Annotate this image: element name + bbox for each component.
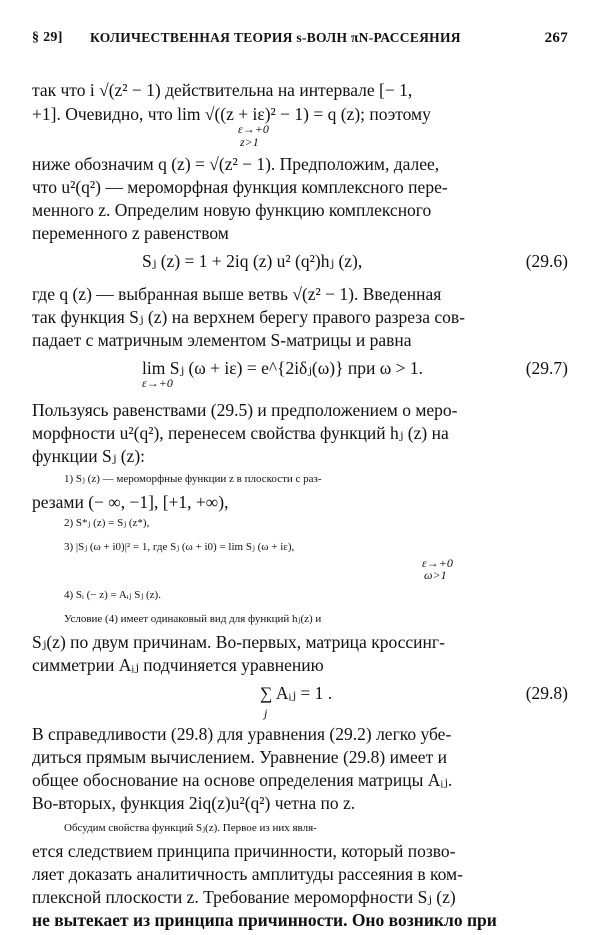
text-line: функции Sⱼ (z): [32, 446, 146, 466]
list-item: 3) |Sⱼ (ω + i0)|² = 1, где Sⱼ (ω + i0) = lim Sⱼ (ω + iε), [64, 541, 295, 553]
equation-body: lim Sⱼ (ω + iε) = e^{2iδⱼ(ω)} при ω > 1. [142, 358, 423, 378]
limit-subscript: ε→+0 [422, 556, 453, 570]
text-line: Sⱼ(z) по двум причинам. Во-первых, матрица кроссинг- [32, 632, 445, 652]
page-number: 267 [544, 30, 568, 46]
text-line: симметрии Aᵢⱼ подчиняется уравнению [32, 655, 324, 675]
equation-number: (29.8) [525, 683, 568, 703]
sum-index: j [264, 706, 268, 720]
text-line: +1]. Очевидно, что lim √((z + iε)² − 1) = q (z); поэтому [32, 104, 431, 124]
text-line: В справедливости (29.8) для уравнения (29.2) легко убе- [32, 724, 452, 744]
text-line: ляет доказать аналитичность амплитуды рассеяния в ком- [32, 864, 463, 884]
limit-subscript: ε→+0 [142, 376, 173, 390]
text-line: общее обоснование на основе определения матрицы Aᵢⱼ. [32, 770, 453, 790]
running-header [32, 30, 568, 52]
equation-body: ∑ Aᵢⱼ = 1 . [260, 683, 333, 703]
text-line: Условие (4) имеет одинаковый вид для функций hⱼ(z) и [64, 613, 322, 625]
text-line: не вытекает из принципа причинности. Оно возникло при [32, 910, 497, 930]
limit-subscript: ω>1 [424, 568, 447, 582]
text-line: морфности u²(q²), перенесем свойства функций hⱼ (z) на [32, 423, 449, 443]
text-line: переменного z равенством [32, 223, 229, 243]
list-item: 1) Sⱼ (z) — мероморфные функции z в плоскости с раз- [64, 473, 322, 485]
list-item: 4) Sᵢ (− z) = Aᵢⱼ Sⱼ (z). [64, 589, 161, 601]
text-line: где q (z) — выбранная выше ветвь √(z² − 1). Введенная [32, 284, 442, 304]
text-line: плексной плоскости z. Требование мероморфности Sⱼ (z) [32, 887, 456, 907]
text-line: так функция Sⱼ (z) на верхнем берегу правого разреза сов- [32, 307, 465, 327]
equation-body: Sⱼ (z) = 1 + 2iq (z) u² (q²)hⱼ (z), [142, 251, 363, 271]
text-line: так что i √(z² − 1) действительна на интервале [− 1, [32, 80, 413, 100]
text-line: ниже обозначим q (z) = √(z² − 1). Предположим, далее, [32, 154, 440, 174]
text-line: резами (− ∞, −1], [+1, +∞), [32, 492, 229, 512]
section-label: § 29] [32, 30, 63, 45]
text-line: Пользуясь равенствами (29.5) и предположением о меро- [32, 400, 458, 420]
chapter-title: КОЛИЧЕСТВЕННАЯ ТЕОРИЯ s-ВОЛН πN-РАССЕЯНИЯ [90, 30, 461, 45]
text-line: Обсудим свойства функций Sⱼ(z). Первое из них явля- [64, 822, 317, 834]
text-line: диться прямым вычислением. Уравнение (29.8) имеет и [32, 747, 447, 767]
text-line: Во-вторых, функция 2iq(z)u²(q²) четна по z. [32, 793, 356, 813]
equation-number: (29.7) [525, 358, 568, 378]
text-line: падает с матричным элементом S-матрицы и равна [32, 330, 412, 350]
list-item: 2) S*ⱼ (z) = Sⱼ (z*), [64, 517, 150, 529]
text-line: менного z. Определим новую функцию комплексного [32, 200, 432, 220]
equation-number: (29.6) [525, 251, 568, 271]
limit-subscript: z>1 [240, 135, 259, 149]
text-line: что u²(q²) — мероморфная функция комплексного пере- [32, 177, 448, 197]
text-line: ется следствием принципа причинности, который позво- [32, 841, 456, 861]
limit-subscript: ε→+0 [238, 122, 269, 136]
